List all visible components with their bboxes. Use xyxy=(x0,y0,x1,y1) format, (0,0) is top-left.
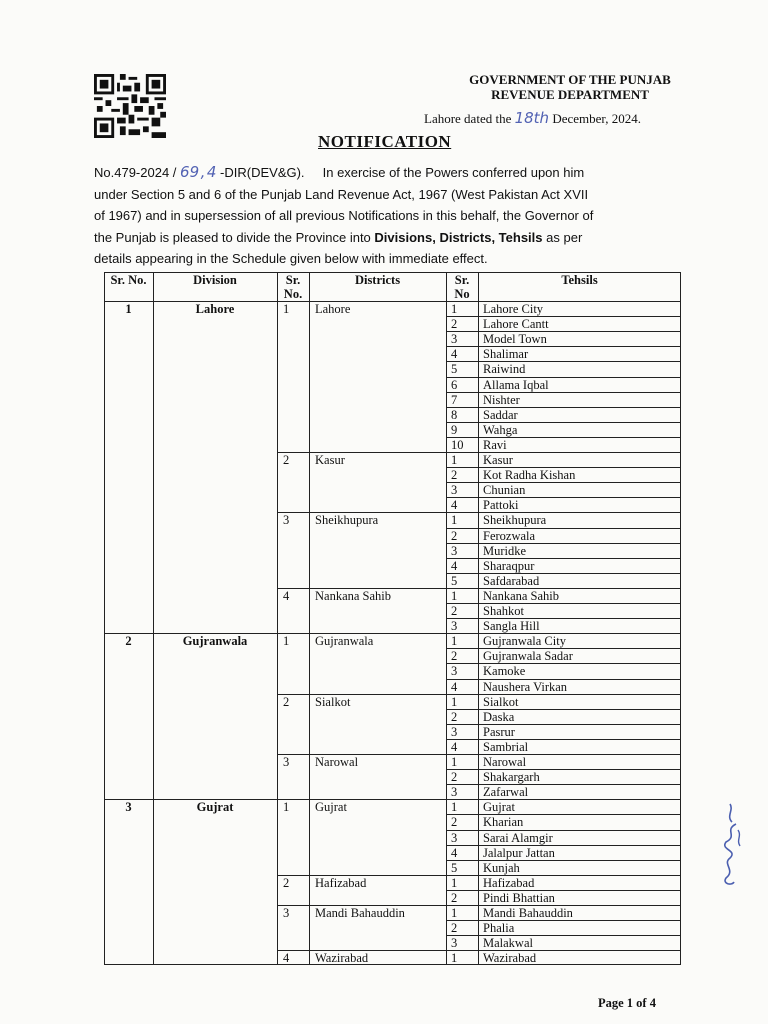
district-name: Lahore xyxy=(315,302,351,316)
header-districts: Districts xyxy=(354,273,401,287)
tehsil-name: Lahore Cantt xyxy=(483,317,549,332)
tehsil-sr-no: 5 xyxy=(451,860,458,875)
tehsil-name: Lahore City xyxy=(483,302,544,316)
division-name: Gujranwala xyxy=(182,634,248,649)
tehsil-sr-no: 3 xyxy=(451,483,458,498)
column-divider xyxy=(153,272,154,965)
tehsil-name: Kunjah xyxy=(483,860,520,875)
district-name: Wazirabad xyxy=(315,951,369,966)
tehsil-sr-no: 3 xyxy=(451,543,458,558)
header-sr-no: Sr. No. xyxy=(110,273,147,287)
tehsil-name: Wazirabad xyxy=(483,951,537,966)
district-sr-no: 3 xyxy=(283,755,290,769)
tehsil-name: Daska xyxy=(483,709,515,724)
tehsil-name: Chunian xyxy=(483,483,526,498)
district-sr-no: 2 xyxy=(283,694,290,709)
district-sr-no: 1 xyxy=(283,302,290,316)
tehsil-name: Mandi Bahauddin xyxy=(483,906,573,920)
tehsil-name: Ferozwala xyxy=(483,528,536,543)
tehsil-name: Sialkot xyxy=(483,694,519,709)
tehsil-name: Naushera Virkan xyxy=(483,679,568,694)
tehsil-sr-no: 3 xyxy=(451,936,458,951)
tehsil-sr-no: 4 xyxy=(451,845,458,860)
ref-prefix: No.479-2024 / xyxy=(94,165,177,180)
tehsil-sr-no: 1 xyxy=(451,513,458,528)
header-sr-no-tehsil: Sr. No xyxy=(454,273,470,301)
tehsil-name: Model Town xyxy=(483,332,547,347)
district-sr-no: 3 xyxy=(283,513,290,528)
tehsil-sr-no: 10 xyxy=(451,437,464,452)
tehsil-name: Sharaqpur xyxy=(483,558,535,573)
tehsil-sr-no: 1 xyxy=(451,694,458,709)
tehsil-name: Nishter xyxy=(483,392,520,407)
district-name: Gujrat xyxy=(315,800,347,815)
header-division: Division xyxy=(193,273,237,287)
tehsil-sr-no: 4 xyxy=(451,498,458,513)
tehsil-name: Hafizabad xyxy=(483,875,535,890)
body-line-3: of 1967) and in supersession of all previous Notifications in this behalf, the Governor of xyxy=(94,208,594,224)
tehsil-name: Zafarwal xyxy=(483,785,529,800)
tehsil-sr-no: 5 xyxy=(451,362,458,377)
division-sr-no: 3 xyxy=(125,800,132,815)
department-heading: REVENUE DEPARTMENT xyxy=(491,87,649,102)
ref-suffix: -DIR(DEV&G). xyxy=(220,165,305,180)
tehsil-sr-no: 1 xyxy=(451,800,458,815)
district-name: Sheikhupura xyxy=(315,513,379,528)
tehsil-name: Gujranwala Sadar xyxy=(483,649,573,664)
tehsil-name: Ravi xyxy=(483,437,507,452)
date-suffix: December, 2024. xyxy=(552,111,641,126)
tehsil-sr-no: 4 xyxy=(451,679,458,694)
tehsil-sr-no: 1 xyxy=(451,302,458,316)
tehsil-sr-no: 2 xyxy=(451,890,458,905)
tehsil-sr-no: 2 xyxy=(451,317,458,332)
tehsil-sr-no: 2 xyxy=(451,709,458,724)
tehsil-name: Saddar xyxy=(483,407,518,422)
tehsil-name: Shahkot xyxy=(483,604,524,618)
tehsil-sr-no: 3 xyxy=(451,830,458,845)
tehsil-name: Shalimar xyxy=(483,347,529,362)
column-divider xyxy=(277,272,278,965)
district-sr-no: 2 xyxy=(283,875,290,890)
ref-handwritten: 69 , 4 xyxy=(180,163,217,181)
tehsil-name: Sambrial xyxy=(483,739,529,754)
tehsil-sr-no: 1 xyxy=(451,875,458,890)
header-tehsils: Tehsils xyxy=(561,273,598,287)
column-divider xyxy=(309,272,310,965)
district-sr-no: 4 xyxy=(283,951,290,966)
tehsil-sr-no: 2 xyxy=(451,770,458,785)
tehsil-sr-no: 9 xyxy=(451,422,458,437)
date-day-handwritten: 18th xyxy=(514,109,550,127)
tehsil-name: Wahga xyxy=(483,422,518,437)
district-name: Narowal xyxy=(315,755,359,769)
tehsil-name: Pindi Bhattian xyxy=(483,890,555,905)
body-line-1-rest: In exercise of the Powers conferred upon him xyxy=(322,165,585,180)
signature xyxy=(712,800,748,890)
district-sr-no: 4 xyxy=(283,588,290,603)
tehsil-sr-no: 2 xyxy=(451,468,458,483)
body-line-4a: the Punjab is pleased to divide the Province into xyxy=(94,229,371,245)
tehsil-name: Muridke xyxy=(483,543,527,558)
tehsil-sr-no: 4 xyxy=(451,347,458,362)
district-name: Sialkot xyxy=(315,694,351,709)
body-line-2: under Section 5 and 6 of the Punjab Land Revenue Act, 1967 (West Pakistan Act XVII xyxy=(94,186,589,202)
division-sr-no: 1 xyxy=(125,302,132,316)
tehsil-name: Kot Radha Kishan xyxy=(483,468,576,483)
division-name: Lahore xyxy=(195,302,235,316)
tehsil-name: Nankana Sahib xyxy=(483,588,560,603)
district-sr-no: 2 xyxy=(283,453,290,467)
tehsil-sr-no: 1 xyxy=(451,755,458,769)
body-line-4b: Divisions, Districts, Tehsils xyxy=(374,229,543,245)
body-line-5: details appearing in the Schedule given below with immediate effect. xyxy=(94,251,488,267)
tehsil-sr-no: 3 xyxy=(451,785,458,800)
tehsil-name: Pattoki xyxy=(483,498,519,513)
page-number: Page 1 of 4 xyxy=(598,996,656,1010)
tehsil-sr-no: 3 xyxy=(451,619,458,634)
tehsil-sr-no: 1 xyxy=(451,453,458,467)
tehsil-sr-no: 3 xyxy=(451,664,458,679)
tehsil-sr-no: 4 xyxy=(451,739,458,754)
date-prefix: Lahore dated the xyxy=(424,111,512,126)
tehsil-sr-no: 7 xyxy=(451,392,458,407)
tehsil-name: Sarai Alamgir xyxy=(483,830,553,845)
tehsil-sr-no: 5 xyxy=(451,573,458,588)
tehsil-sr-no: 1 xyxy=(451,951,458,966)
district-name: Kasur xyxy=(315,453,345,467)
tehsil-name: Sheikhupura xyxy=(483,513,547,528)
district-name: Mandi Bahauddin xyxy=(315,906,405,920)
tehsil-sr-no: 8 xyxy=(451,407,458,422)
tehsil-sr-no: 2 xyxy=(451,649,458,664)
division-name: Gujrat xyxy=(196,800,234,815)
tehsil-sr-no: 2 xyxy=(451,604,458,618)
tehsil-name: Shakargarh xyxy=(483,770,540,785)
tehsil-name: Narowal xyxy=(483,755,527,769)
district-sr-no: 3 xyxy=(283,906,290,920)
tehsil-sr-no: 2 xyxy=(451,815,458,830)
government-heading: GOVERNMENT OF THE PUNJAB xyxy=(469,72,671,87)
tehsil-name: Gujranwala City xyxy=(483,634,566,649)
tehsil-name: Gujrat xyxy=(483,800,515,815)
tehsil-sr-no: 2 xyxy=(451,528,458,543)
tehsil-name: Allama Iqbal xyxy=(483,377,549,392)
tehsil-name: Malakwal xyxy=(483,936,533,951)
tehsil-name: Kharian xyxy=(483,815,524,830)
district-name: Gujranwala xyxy=(315,634,374,649)
tehsil-sr-no: 3 xyxy=(451,332,458,347)
tehsil-name: Kasur xyxy=(483,453,513,467)
tehsil-sr-no: 2 xyxy=(451,921,458,936)
division-sr-no: 2 xyxy=(125,634,132,649)
tehsil-name: Safdarabad xyxy=(483,573,540,588)
district-name: Nankana Sahib xyxy=(315,588,392,603)
tehsil-name: Raiwind xyxy=(483,362,526,377)
tehsil-sr-no: 3 xyxy=(451,724,458,739)
tehsil-name: Kamoke xyxy=(483,664,526,679)
district-sr-no: 1 xyxy=(283,800,290,815)
tehsil-sr-no: 1 xyxy=(451,634,458,649)
tehsil-sr-no: 4 xyxy=(451,558,458,573)
tehsil-sr-no: 6 xyxy=(451,377,458,392)
tehsil-name: Jalalpur Jattan xyxy=(483,845,555,860)
tehsil-sr-no: 1 xyxy=(451,906,458,920)
tehsil-name: Phalia xyxy=(483,921,515,936)
district-name: Hafizabad xyxy=(315,875,367,890)
tehsil-name: Pasrur xyxy=(483,724,515,739)
tehsil-name: Sangla Hill xyxy=(483,619,540,634)
header-sr-no-district: Sr. No. xyxy=(283,273,303,301)
district-sr-no: 1 xyxy=(283,634,290,649)
body-line-4c: as per xyxy=(546,229,583,245)
page-title: NOTIFICATION xyxy=(318,132,452,151)
tehsil-sr-no: 1 xyxy=(451,588,458,603)
